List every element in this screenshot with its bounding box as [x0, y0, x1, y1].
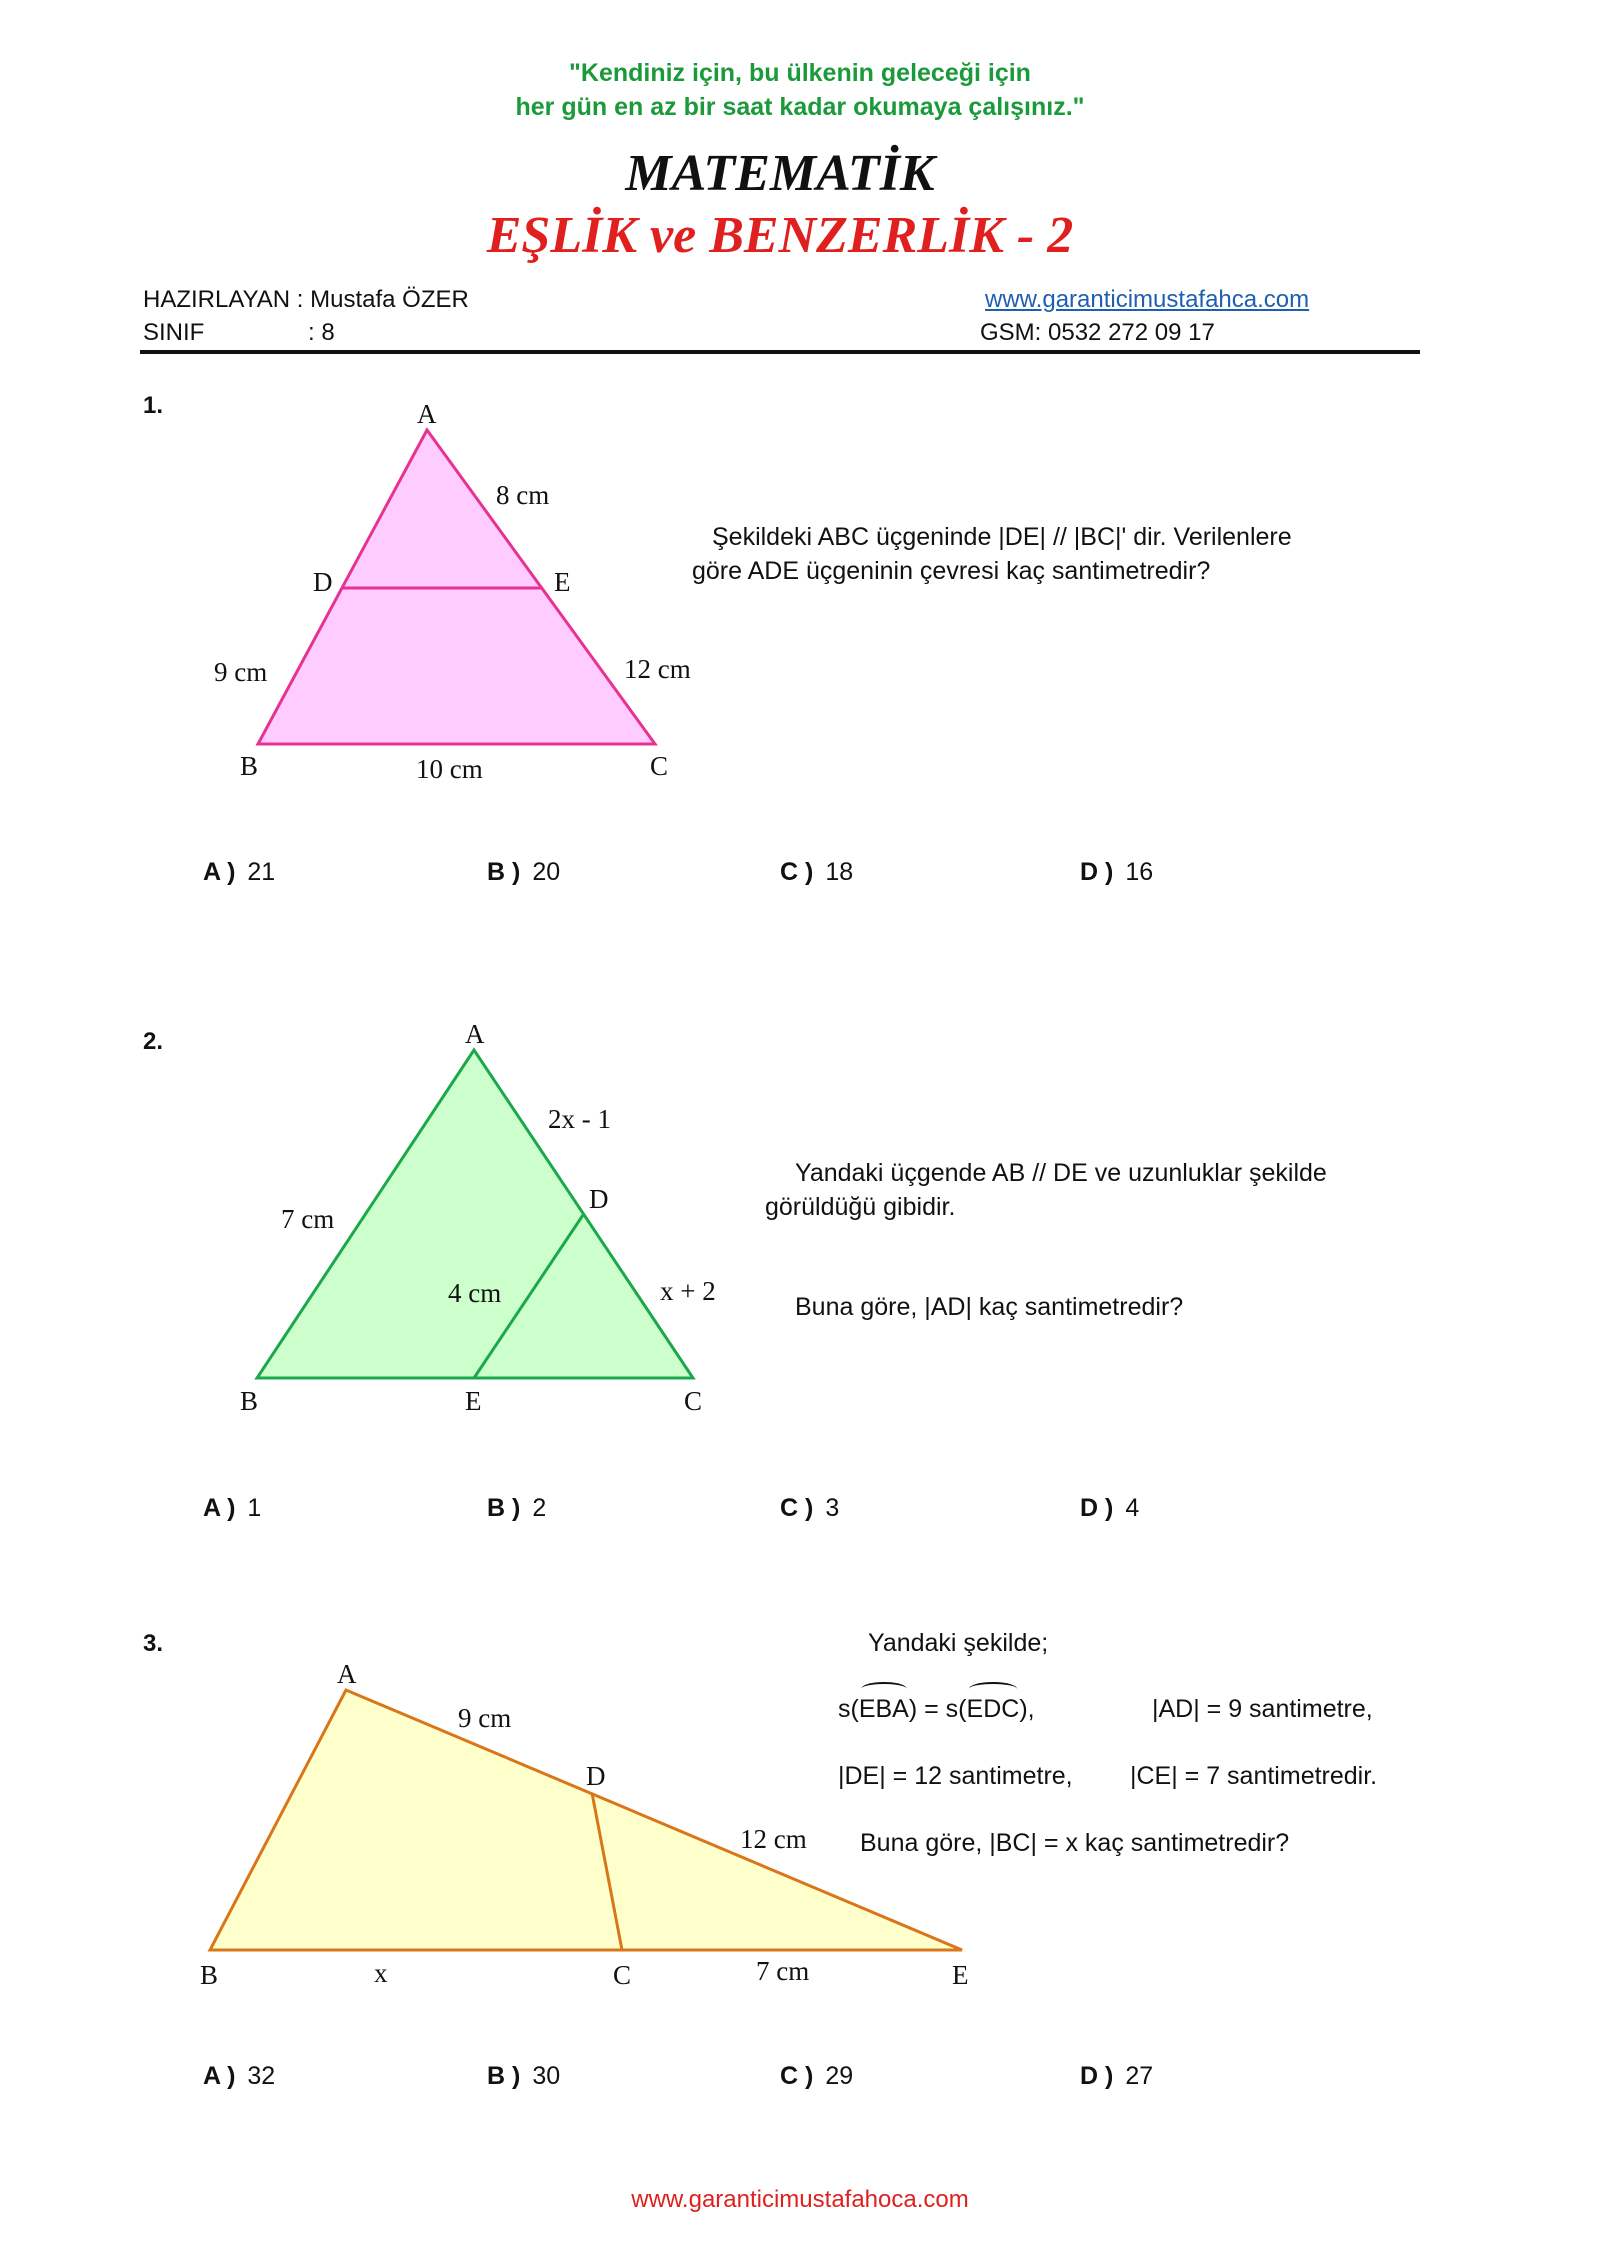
- q1-label-b: B: [240, 751, 259, 781]
- q2-label-d: D: [589, 1184, 609, 1214]
- question-1-number: 1.: [143, 392, 164, 419]
- q1-option-d-letter: D ): [1080, 858, 1114, 886]
- q2-option-c-value: 3: [825, 1494, 840, 1522]
- q1-option-a-letter: A ): [203, 858, 236, 886]
- q3-option-c-letter: C ): [780, 2062, 814, 2090]
- q3-label-b: B: [200, 1960, 219, 1990]
- arc-mark-icon: [861, 1682, 907, 1696]
- motto-line-1: "Kendiniz için, bu ülkenin geleceği için: [569, 59, 1031, 87]
- subject-title: MATEMATİK: [625, 145, 935, 202]
- q1-option-c-letter: C ): [780, 858, 814, 886]
- q3-measure-ce: 7 cm: [756, 1956, 810, 1986]
- q3-ad-text: |AD| = 9 santimetre,: [1152, 1695, 1373, 1723]
- q2-text-line-2: görüldüğü gibidir.: [765, 1193, 956, 1221]
- q3-triangle-abe: [210, 1690, 962, 1950]
- q3-option-b[interactable]: [487, 2062, 560, 2091]
- q1-option-a[interactable]: [203, 858, 275, 887]
- topic-title: EŞLİK ve BENZERLİK - 2: [486, 207, 1074, 264]
- class-value: : 8: [308, 319, 335, 346]
- q1-measure-ec: 12 cm: [624, 654, 691, 684]
- q3-label-d: D: [586, 1761, 606, 1791]
- q3-option-b-value: 30: [532, 2062, 561, 2090]
- q2-option-a-value: 1: [247, 1494, 262, 1522]
- q3-measure-de: 12 cm: [740, 1824, 807, 1854]
- q3-angle-prefix: s(: [838, 1695, 859, 1723]
- q2-option-b[interactable]: [487, 1494, 546, 1523]
- q3-label-e: E: [952, 1960, 969, 1990]
- q1-option-d-value: 16: [1125, 858, 1154, 886]
- q3-option-a[interactable]: [203, 2062, 275, 2091]
- q3-ce-text: |CE| = 7 santimetredir.: [1130, 1762, 1378, 1790]
- q3-angle-edc: [967, 1692, 1020, 1727]
- q3-angle-suffix: ),: [1019, 1695, 1035, 1723]
- q2-option-c[interactable]: [780, 1494, 839, 1523]
- q3-option-d[interactable]: [1080, 2062, 1153, 2091]
- q3-option-d-letter: D ): [1080, 2062, 1114, 2090]
- question-3-number: 3.: [143, 1630, 164, 1657]
- class-label: SINIF: [143, 319, 205, 346]
- q2-measure-de: 4 cm: [448, 1278, 502, 1308]
- q1-measure-bc: 10 cm: [416, 754, 483, 784]
- q2-label-a: A: [465, 1019, 485, 1049]
- q1-label-a: A: [417, 399, 437, 429]
- q3-label-a: A: [337, 1659, 357, 1689]
- q2-label-e: E: [465, 1386, 482, 1416]
- q3-angle-edc-text: EDC: [966, 1695, 1020, 1723]
- arc-mark-icon: [969, 1682, 1018, 1696]
- q1-measure-bd: 9 cm: [214, 657, 268, 687]
- q3-intro: Yandaki şekilde;: [868, 1629, 1049, 1657]
- q1-measure-ae: 8 cm: [496, 480, 550, 510]
- q2-option-d-letter: D ): [1080, 1494, 1114, 1522]
- q1-label-c: C: [650, 751, 669, 781]
- gsm-line: GSM: 0532 272 09 17: [980, 319, 1215, 346]
- q1-option-b[interactable]: [487, 858, 560, 887]
- q3-option-a-value: 32: [247, 2062, 276, 2090]
- q3-option-c-value: 29: [825, 2062, 854, 2090]
- q2-option-b-value: 2: [532, 1494, 547, 1522]
- q2-label-b: B: [240, 1386, 259, 1416]
- q3-option-d-value: 27: [1125, 2062, 1154, 2090]
- q3-option-a-letter: A ): [203, 2062, 236, 2090]
- q2-option-a[interactable]: [203, 1494, 261, 1523]
- author-line: HAZIRLAYAN : Mustafa ÖZER: [143, 286, 469, 313]
- motto-line-2: her gün en az bir saat kadar okumaya çalışınız.": [515, 93, 1085, 121]
- q1-option-b-value: 20: [532, 858, 561, 886]
- footer-website-link[interactable]: www.garanticimustafahoca.com: [631, 2186, 969, 2213]
- q2-measure-ad: 2x - 1: [548, 1104, 611, 1134]
- q1-text-line-2: göre ADE üçgeninin çevresi kaç santimetredir?: [692, 557, 1211, 585]
- q1-option-d[interactable]: [1080, 858, 1153, 887]
- q1-label-d: D: [313, 567, 333, 597]
- q2-label-c: C: [684, 1386, 703, 1416]
- q1-option-b-letter: B ): [487, 858, 521, 886]
- q2-option-a-letter: A ): [203, 1494, 236, 1522]
- q1-option-c[interactable]: [780, 858, 853, 887]
- website-link[interactable]: www.garanticimustafahca.com: [985, 286, 1310, 313]
- q1-text-line-1: Şekildeki ABC üçgeninde |DE| // |BC|' dir. Verilenlere: [712, 523, 1292, 551]
- q2-measure-ab: 7 cm: [281, 1204, 335, 1234]
- q2-option-c-letter: C ): [780, 1494, 814, 1522]
- q3-measure-bc: x: [374, 1958, 388, 1988]
- q3-angle-mid: ) = s(: [908, 1695, 967, 1723]
- q2-measure-dc: x + 2: [660, 1276, 716, 1306]
- q3-angle-eba: [859, 1692, 909, 1727]
- q1-option-c-value: 18: [825, 858, 854, 886]
- q3-de-text: |DE| = 12 santimetre,: [838, 1762, 1073, 1790]
- q3-angle-eba-text: EBA: [858, 1695, 909, 1723]
- q3-option-b-letter: B ): [487, 2062, 521, 2090]
- q2-text-line-1: Yandaki üçgende AB // DE ve uzunluklar şekilde: [795, 1159, 1327, 1187]
- q3-angle-equality: [838, 1692, 1035, 1727]
- q2-text-line-3: Buna göre, |AD| kaç santimetredir?: [795, 1293, 1184, 1321]
- q1-figure: [214, 399, 691, 784]
- q3-measure-ad: 9 cm: [458, 1703, 512, 1733]
- q1-option-a-value: 21: [247, 858, 276, 886]
- q2-option-d[interactable]: [1080, 1494, 1139, 1523]
- q2-option-b-letter: B ): [487, 1494, 521, 1522]
- q1-label-e: E: [554, 567, 571, 597]
- q3-question: Buna göre, |BC| = x kaç santimetredir?: [860, 1829, 1290, 1857]
- q2-option-d-value: 4: [1125, 1494, 1140, 1522]
- q2-figure: [240, 1019, 716, 1416]
- q3-option-c[interactable]: [780, 2062, 853, 2091]
- q3-label-c: C: [613, 1960, 632, 1990]
- question-2-number: 2.: [143, 1028, 164, 1055]
